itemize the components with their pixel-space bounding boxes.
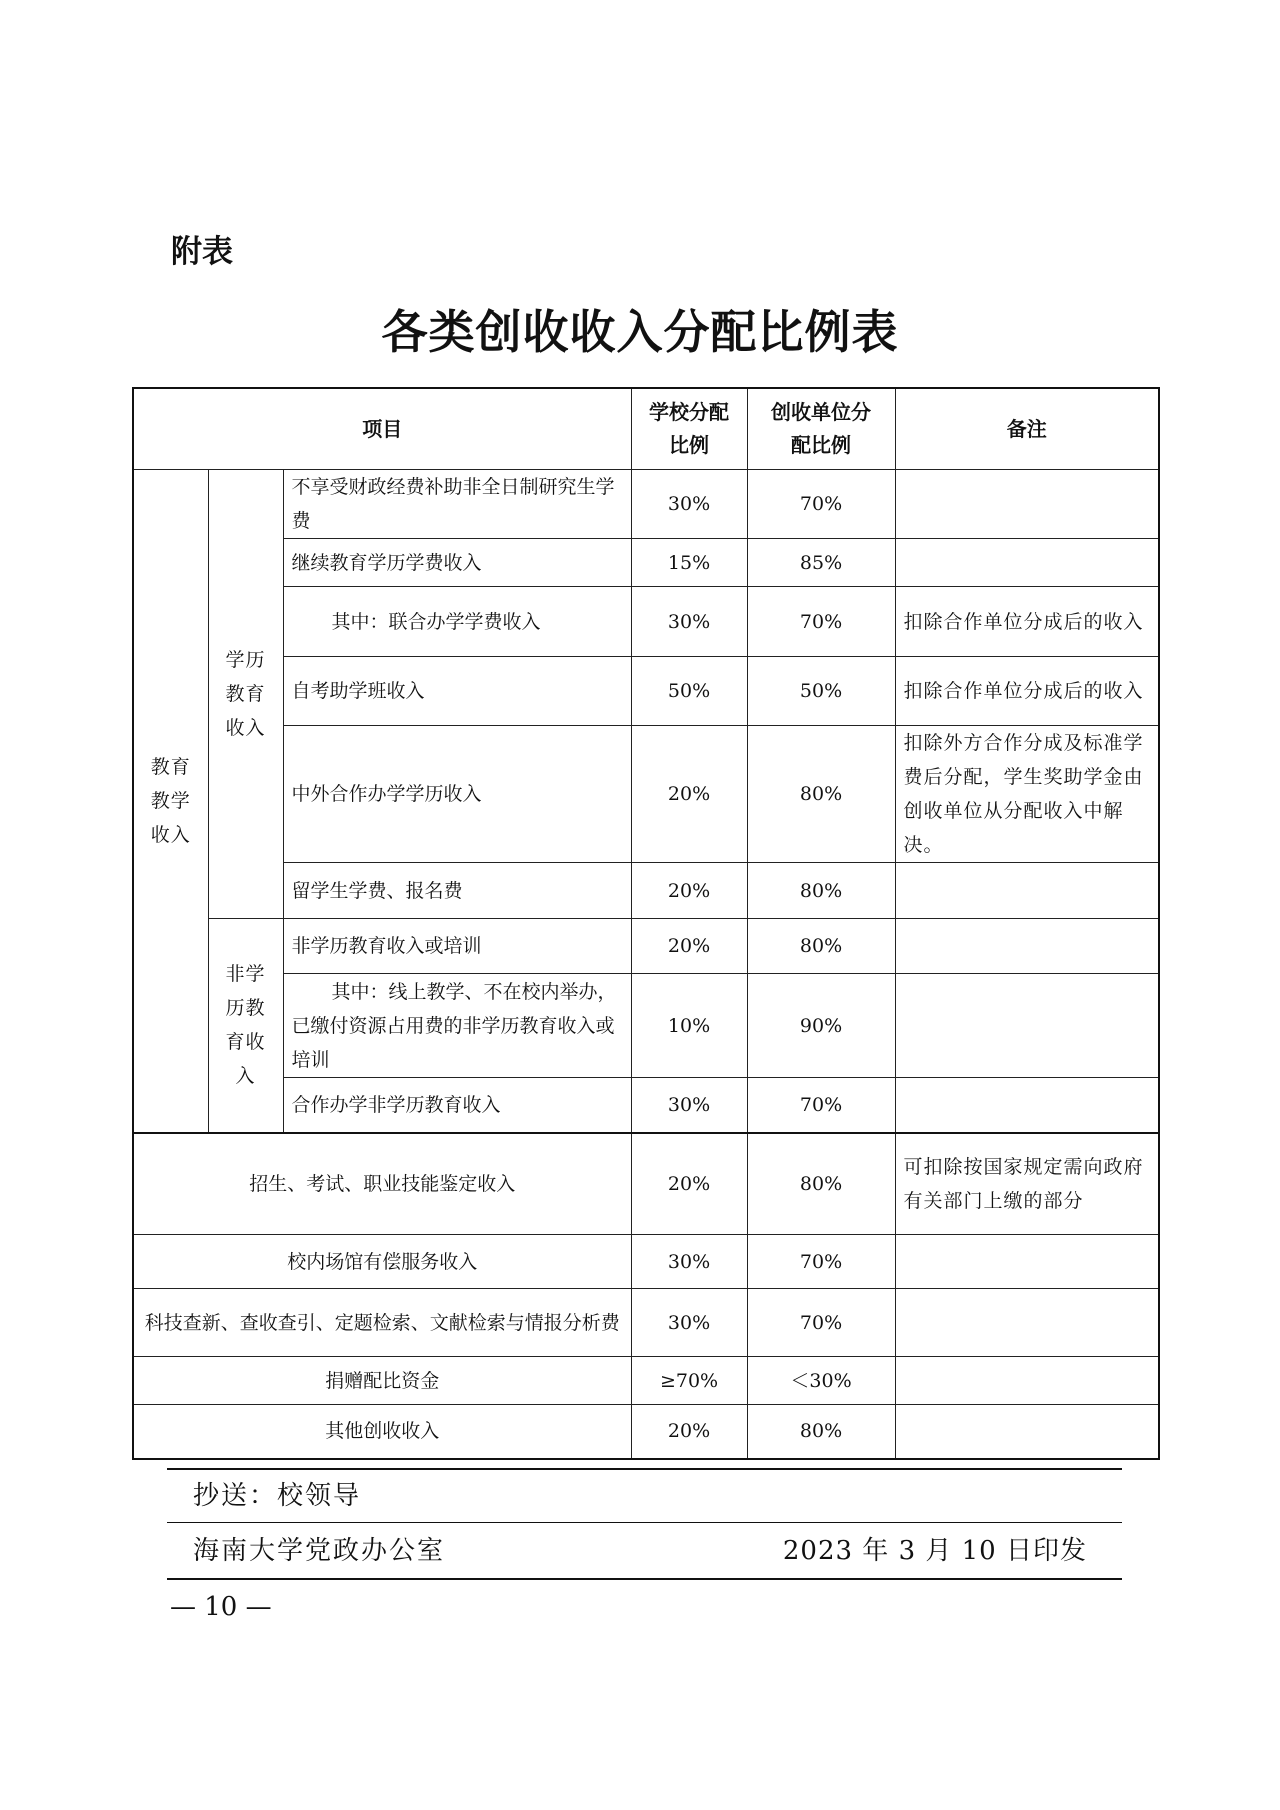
- table-row: [133, 539, 1159, 587]
- row-item: 科技查新、查收查引、定题检索、文献检索与情报分析费: [133, 1289, 631, 1357]
- issuer: 海南大学党政办公室: [193, 1536, 446, 1566]
- row-item: 校内场馆有偿服务收入: [133, 1235, 631, 1289]
- row-remark: 扣除合作单位分成后的收入: [895, 657, 1159, 726]
- row-item: 合作办学非学历教育收入: [283, 1078, 631, 1133]
- table-row: [133, 470, 1159, 539]
- row-remark: [895, 1405, 1159, 1459]
- row-item: 继续教育学历学费收入: [283, 539, 631, 587]
- row-item: 不享受财政经费补助非全日制研究生学费: [283, 470, 631, 539]
- table-row: [133, 863, 1159, 919]
- row-remark: [895, 974, 1159, 1078]
- row-school-ratio: 20%: [631, 1405, 747, 1459]
- row-school-ratio: 20%: [631, 726, 747, 863]
- row-remark: 扣除合作单位分成后的收入: [895, 587, 1159, 657]
- row-item: 招生、考试、职业技能鉴定收入: [133, 1133, 631, 1235]
- page-number: — 10 —: [170, 1592, 272, 1622]
- header-unit-ratio: 创收单位分配比例: [747, 388, 895, 470]
- group-teaching-income: 教育教学收入: [133, 470, 208, 1133]
- row-unit-ratio: 80%: [747, 1405, 895, 1459]
- row-item: [283, 974, 631, 1078]
- row-unit-ratio: 80%: [747, 726, 895, 863]
- cc-recipients: 抄送：校领导: [193, 1481, 362, 1511]
- row-item: 捐赠配比资金: [133, 1357, 631, 1405]
- table-row: [133, 1289, 1159, 1357]
- row-school-ratio: 30%: [631, 1235, 747, 1289]
- row-item: 自考助学班收入: [283, 657, 631, 726]
- row-unit-ratio: 80%: [747, 919, 895, 974]
- row-unit-ratio: 70%: [747, 587, 895, 657]
- table-row: [133, 1078, 1159, 1133]
- table-row: [133, 1235, 1159, 1289]
- table-row: [133, 919, 1159, 974]
- row-school-ratio: 15%: [631, 539, 747, 587]
- row-unit-ratio: 50%: [747, 657, 895, 726]
- table-row: [133, 657, 1159, 726]
- table-row: [133, 974, 1159, 1078]
- subgroup-degree-income: 学历教育收入: [208, 470, 283, 919]
- table-row: [133, 1357, 1159, 1405]
- table-row: [133, 1133, 1159, 1235]
- row-remark: [895, 470, 1159, 539]
- row-item-text: 其中：线上教学、不在校内举办，已缴付资源占用费的非学历教育收入或培训: [291, 980, 617, 1071]
- footer-divider-middle: [167, 1522, 1122, 1523]
- subgroup-nondegree-income: 非学历教育收入: [208, 919, 283, 1133]
- table-header-row: [133, 388, 1159, 470]
- row-school-ratio: 30%: [631, 470, 747, 539]
- row-school-ratio: 20%: [631, 919, 747, 974]
- row-unit-ratio: 70%: [747, 1235, 895, 1289]
- header-item: 项目: [133, 388, 631, 470]
- row-remark: [895, 919, 1159, 974]
- header-remark: 备注: [895, 388, 1159, 470]
- row-school-ratio: 20%: [631, 863, 747, 919]
- row-remark: [895, 1235, 1159, 1289]
- row-school-ratio: 30%: [631, 1078, 747, 1133]
- row-remark: [895, 863, 1159, 919]
- row-school-ratio: 20%: [631, 1133, 747, 1235]
- row-unit-ratio: 70%: [747, 1078, 895, 1133]
- row-item: 其他创收收入: [133, 1405, 631, 1459]
- row-school-ratio: 10%: [631, 974, 747, 1078]
- row-unit-ratio: 85%: [747, 539, 895, 587]
- table-row: [133, 587, 1159, 657]
- page-title: 各类创收收入分配比例表: [381, 305, 899, 359]
- table-row: [133, 1405, 1159, 1459]
- footer-divider-top: [167, 1468, 1122, 1470]
- row-unit-ratio: ＜30%: [747, 1357, 895, 1405]
- row-remark: [895, 539, 1159, 587]
- row-item: 中外合作办学学历收入: [283, 726, 631, 863]
- row-item: 非学历教育收入或培训: [283, 919, 631, 974]
- row-school-ratio: ≥70%: [631, 1357, 747, 1405]
- footer-divider-bottom: [167, 1578, 1122, 1580]
- row-school-ratio: 30%: [631, 1289, 747, 1357]
- row-remark: 可扣除按国家规定需向政府有关部门上缴的部分: [895, 1133, 1159, 1235]
- row-unit-ratio: 70%: [747, 470, 895, 539]
- row-remark: [895, 1357, 1159, 1405]
- row-remark: [895, 1289, 1159, 1357]
- row-unit-ratio: 80%: [747, 863, 895, 919]
- row-school-ratio: 50%: [631, 657, 747, 726]
- attachment-label: 附表: [171, 234, 233, 270]
- row-unit-ratio: 90%: [747, 974, 895, 1078]
- issue-date: 2023 年 3 月 10 日印发: [782, 1536, 1087, 1566]
- header-school-ratio: 学校分配比例: [631, 388, 747, 470]
- table-row: [133, 726, 1159, 863]
- row-unit-ratio: 70%: [747, 1289, 895, 1357]
- allocation-table: [132, 387, 1160, 1460]
- row-item: 留学生学费、报名费: [283, 863, 631, 919]
- row-remark: 扣除外方合作分成及标准学费后分配，学生奖助学金由创收单位从分配收入中解决。: [895, 726, 1159, 863]
- row-item: 其中：联合办学学费收入: [283, 587, 631, 657]
- row-unit-ratio: 80%: [747, 1133, 895, 1235]
- row-school-ratio: 30%: [631, 587, 747, 657]
- row-remark: [895, 1078, 1159, 1133]
